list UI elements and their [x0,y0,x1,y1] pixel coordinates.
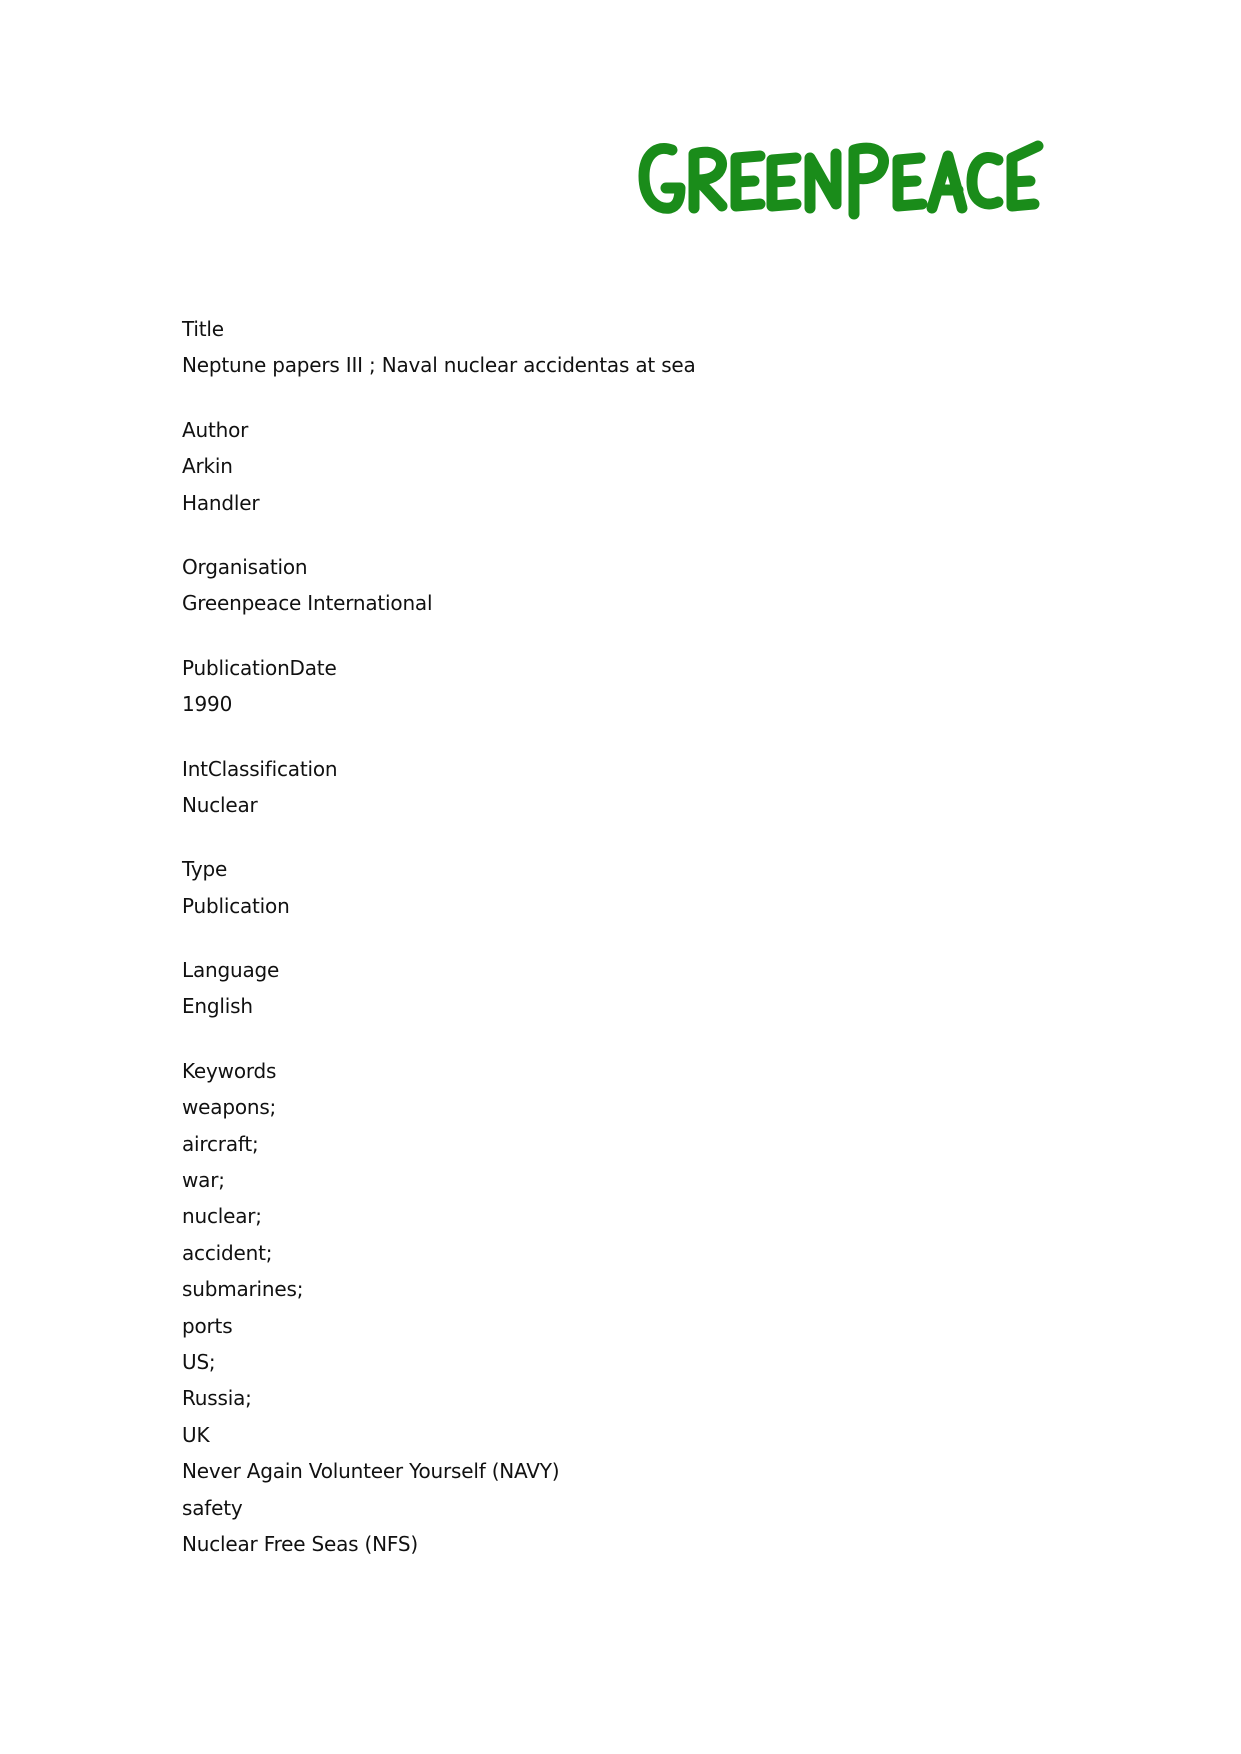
field-title [182,311,1082,384]
keyword-item: ports [182,1313,233,1338]
field-type [182,851,1082,924]
field-organisation [182,549,1082,622]
language-value: English [182,994,253,1019]
field-label-organisation: Organisation [182,554,308,579]
author-value: Handler [182,490,260,515]
field-label-type: Type [182,857,228,882]
field-author [182,412,1082,521]
field-int-classification [182,751,1082,824]
keyword-item: accident; [182,1240,273,1265]
organisation-value: Greenpeace International [182,591,433,616]
keyword-item: submarines; [182,1277,304,1302]
keyword-item: Nuclear Free Seas (NFS) [182,1531,418,1556]
keyword-item: aircraft; [182,1131,259,1156]
keyword-item: war; [182,1168,225,1193]
keyword-item: Never Again Volunteer Yourself (NAVY) [182,1459,560,1484]
field-keywords [182,1053,1082,1562]
author-value: Arkin [182,454,233,479]
keyword-item: US; [182,1349,216,1374]
keyword-item: nuclear; [182,1204,262,1229]
metadata-list [182,311,1082,1590]
keyword-item: UK [182,1422,210,1447]
field-publication-date [182,650,1082,723]
greenpeace-logo [636,136,1046,220]
field-label-title: Title [182,317,224,341]
field-language [182,952,1082,1025]
field-label-author: Author [182,417,249,442]
type-value: Publication [182,893,290,918]
keyword-item: weapons; [182,1095,277,1120]
field-label-keywords: Keywords [182,1058,277,1083]
field-label-int-classification: IntClassification [182,756,338,781]
field-label-publication-date: PublicationDate [182,655,337,680]
keyword-item: Russia; [182,1386,252,1411]
field-label-language: Language [182,958,280,983]
keyword-item: safety [182,1495,243,1520]
title-value: Neptune papers III ; Naval nuclear accidentas at sea [182,353,696,378]
int-classification-value: Nuclear [182,792,258,817]
publication-date-value: 1990 [182,692,233,717]
